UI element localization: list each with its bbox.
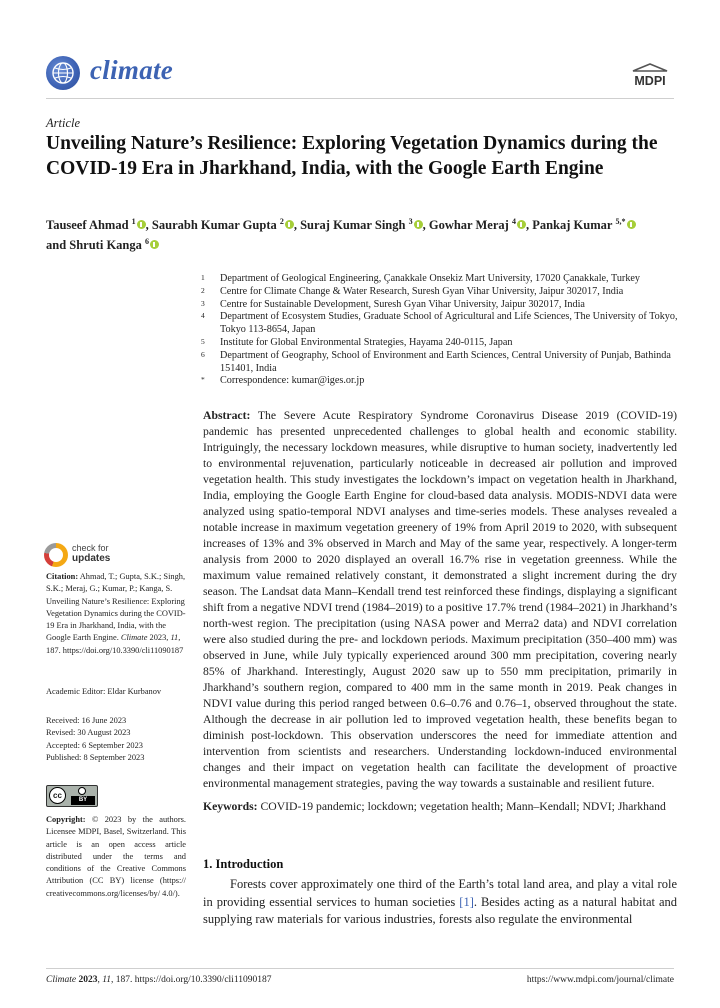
orcid-icon[interactable] (517, 220, 526, 229)
footer-divider (46, 968, 674, 969)
affiliation-item: 6 Department of Geography, School of Environment and Earth Sciences, Central University of Punjab, Bathinda 151401, India (201, 349, 671, 374)
header-divider (46, 98, 674, 99)
globe-icon (52, 62, 74, 84)
journal-logo (46, 56, 80, 90)
orcid-icon[interactable] (150, 240, 159, 249)
author-affil-sup: 2 (279, 217, 284, 226)
author-list: Tauseef Ahmad $^1$ , Saurabh Kumar Gupta $^2$ , Suraj Kumar Singh $^3$ , Gowhar Meraj $^4$ , Pankaj Kumar $^{5,*}$ and Shruti Kanga $^6$ (46, 215, 676, 255)
author-affil-sup: 6 (145, 237, 149, 246)
citation-block: Citation: Ahmad, T.; Gupta, S.K.; Singh, S.K.; Meraj, G.; Kumar, P.; Kanga, S. Unveiling Nature’s Resilience: Exploring Vegetation Dynamics during the COVID-19 Era in Jharkhand, India, with the Google Earth Engine. Climate 2023, 11, 187. https://doi.org/10.3390/cli11090187 (46, 572, 186, 655)
author-and: and (46, 238, 67, 252)
correspondence[interactable]: * Correspondence: kumar@iges.or.jp (201, 375, 365, 387)
orcid-icon[interactable] (627, 220, 636, 229)
keywords (203, 799, 677, 815)
affiliations (200, 273, 680, 388)
abstract-text: The Severe Acute Respiratory Syndrome Coronavirus Disease 2019 (COVID-19) pandemic has presented unprecedented challenges to global health and economic stability. Intriguingly, the necessary lockdown measures, while disruptive to human society, inadvertently led to environmental rejuvenation, particularly noticeable in decreased air pollution and improved vegetation health. This study investigates the lockdown’s impact on vegetation health in Jharkhand, India, employing the Google Earth Engine for cloud-based data analysis. MODIS-NDVI data were analyzed using spatio-temporal NDVI analyses and time-series models. These analyses revealed a notable increase in maximum vegetation greenery of 19% from April 2019 to 2020, with subsequent increases of 13% and 3% observed in March and May of the same year, respectively. A longer-term analysis from 2000 to 2020 displayed an overall 16.7% rise in vegetation greenness. While the maximum value remained relatively constant, it demonstrated a slight increment during the dry season. The Landsat data Mann–Kendall trend test reinforced these findings, displaying a significant shift from a negative NDVI trend (1984–2019) to a positive 17.7% trend (1984–2021) in Jharkhand’s north-west region. The precipitation (using NASA power and Merra2 data) and NDVI correlation were also studied during the pre- and lockdown periods. Maximum precipitation (350–400 mm) was observed in June, while July typically experienced around 300 mm precipitation, covering nearly 85% of Jharkhand. Interestingly, August 2020 saw up to 550 mm precipitation, primarily in Jharkhand’s southern region, compared to 400 mm in the same month in 2019. Peak changes in NDVI value during this period ranged between 0.6–0.76 and 0.76–1, observed throughout the state. Although the decrease in air pollution led to improved vegetation health, these benefits began to diminish post-lockdown. This observation underscores the need for immediate attention and intervention from scientists and researchers. Understanding lockdown-induced environmental changes and their impact on vegetation health can facilitate the development of proactive environmental management strategies, paving the way towards a sustainable and resilient future. (203, 409, 677, 790)
author-affil-sup: 4 (511, 217, 516, 226)
date-accepted: Accepted: 6 September 2023 (46, 740, 143, 750)
article-title: Unveiling Nature’s Resilience: Exploring Vegetation Dynamics during the COVID-19 Era in Jharkhand, India, with the Google Earth Engine (46, 133, 658, 179)
author-affil-sup: 1 (131, 217, 136, 226)
keywords-text: COVID-19 pandemic; lockdown; vegetation health; Mann–Kendall; NDVI; Jharkhand (260, 800, 666, 813)
author-affil-sup: 3 (408, 217, 413, 226)
keywords-label: Keywords: (203, 800, 258, 813)
check-for-updates-button[interactable]: check for updates (44, 543, 154, 573)
affiliation-item: 4 Department of Ecosystem Studies, Graduate School of Agricultural and Life Sciences, The University of Tokyo, Tokyo 113-8654, Japan (201, 311, 678, 336)
date-published: Published: 8 September 2023 (46, 752, 145, 762)
academic-editor: Academic Editor: Eldar Kurbanov (46, 687, 162, 696)
article-dates (46, 715, 186, 764)
orcid-icon[interactable] (285, 220, 294, 229)
abstract-label: Abstract: (203, 409, 251, 422)
date-revised: Revised: 30 August 2023 (46, 728, 131, 738)
author-name[interactable]: Tauseef Ahmad (46, 218, 129, 232)
copyright-notice: Copyright: © 2023 by the authors. Licensee MDPI, Basel, Switzerland. This article is an open access article distributed under the terms and conditions of the Creative Commons Attribution (CC BY) license (https:// creativecommons.org/licenses/by/ 4.0/). (46, 815, 187, 898)
article-type: Article (46, 116, 81, 130)
orcid-icon[interactable] (137, 220, 146, 229)
section-heading: 1. Introduction (203, 857, 284, 871)
reference-link[interactable]: [1] (459, 894, 474, 909)
footer-citation: Climate 2023, 11, 187. https://doi.org/10.3390/cli11090187 (46, 975, 272, 985)
affiliation-item: 5 Institute for Global Environmental Strategies, Hayama 240-0115, Japan (201, 336, 513, 348)
journal-name[interactable]: climate (90, 55, 174, 85)
author-name[interactable]: Shruti Kanga (69, 238, 142, 252)
affiliation-item: 3 Centre for Sustainable Development, Suresh Gyan Vihar University, Jaipur 302017, India (201, 298, 585, 310)
author-name[interactable]: Gowhar Meraj (428, 218, 509, 232)
cc-by-license-icon[interactable]: cc BY (46, 785, 98, 807)
date-received: Received: 16 June 2023 (46, 716, 127, 725)
abstract (203, 408, 677, 792)
author-affil-sup: 5,* (615, 217, 626, 226)
author-name[interactable]: Pankaj Kumar (532, 218, 613, 232)
check-updates-icon (44, 543, 68, 567)
affiliation-item: 1 Department of Geological Engineering, Çanakkale Onsekiz Mart University, 17020 Çanakkale, Turkey (201, 273, 641, 284)
citation-doi[interactable]: , 187. https://doi.org/10.3390/cli11090187 (46, 633, 184, 655)
introduction-paragraph: Forests cover approximately one third of the Earth’s total land area, and play a vital role in providing essential services to human societies [1]. Besides acting as a natural habitat and supplying raw materials for various industries, forests also regulate the environmental (203, 877, 677, 926)
author-name[interactable]: Saurabh Kumar Gupta (151, 218, 277, 232)
affiliation-item: 2 Centre for Climate Change & Water Research, Suresh Gyan Vihar University, Jaipur 302017, India (201, 285, 624, 297)
author-name[interactable]: Suraj Kumar Singh (300, 218, 406, 232)
publisher-name: MDPI (634, 74, 666, 88)
journal-url[interactable]: https://www.mdpi.com/journal/climate (526, 975, 674, 985)
orcid-icon[interactable] (414, 220, 423, 229)
